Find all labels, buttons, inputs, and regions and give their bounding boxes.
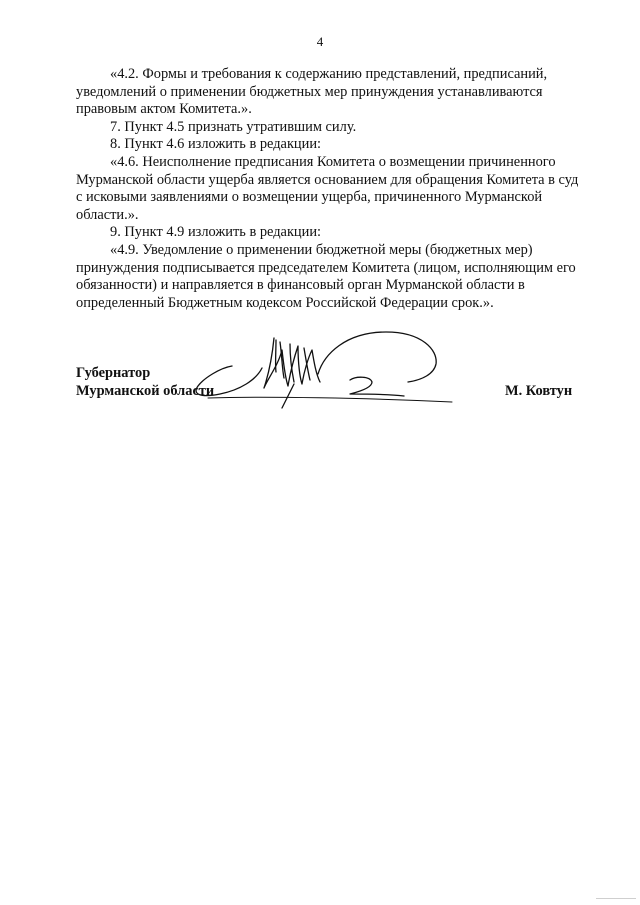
paragraph-item-7: 7. Пункт 4.5 признать утратившим силу. — [110, 118, 357, 135]
document-body — [76, 66, 584, 312]
signatory-position-line2: Мурманской области — [76, 383, 215, 399]
paragraph-4-2: «4.2. Формы и требования к содержанию представлений, предписаний, уведомлений о применении бюджетных мер принуждения устанавливаются правовым актом Комитета.». — [76, 66, 548, 118]
paragraph-item-8: 8. Пункт 4.6 изложить в редакции: — [110, 136, 322, 153]
signatory-position — [76, 364, 214, 400]
paragraph-item-9: 9. Пункт 4.9 изложить в редакции: — [110, 224, 322, 241]
paragraph-4-6: «4.6. Неисполнение предписания Комитета о возмещении причиненного Мурманской области ущерба является основанием для обращения Комитета в суд с исковыми заявлениями о возмещении ущерба, причиненного Мурманской области.». — [76, 153, 579, 223]
paragraph-4-9: «4.9. Уведомление о применении бюджетной меры (бюджетных мер) принуждения подписывается председателем Комитета (лицом, исполняющим его обязанности) и направляется в финансовый орган Мурманской области в определенный Бюджетным кодексом Российской Федерации срок.». — [76, 241, 576, 311]
scan-edge-mark — [596, 898, 636, 899]
handwritten-signature — [190, 328, 460, 410]
page-number: 4 — [316, 34, 324, 49]
signatory-position-line1: Губернатор — [76, 365, 151, 381]
signatory-name: М. Ковтун — [505, 383, 573, 399]
